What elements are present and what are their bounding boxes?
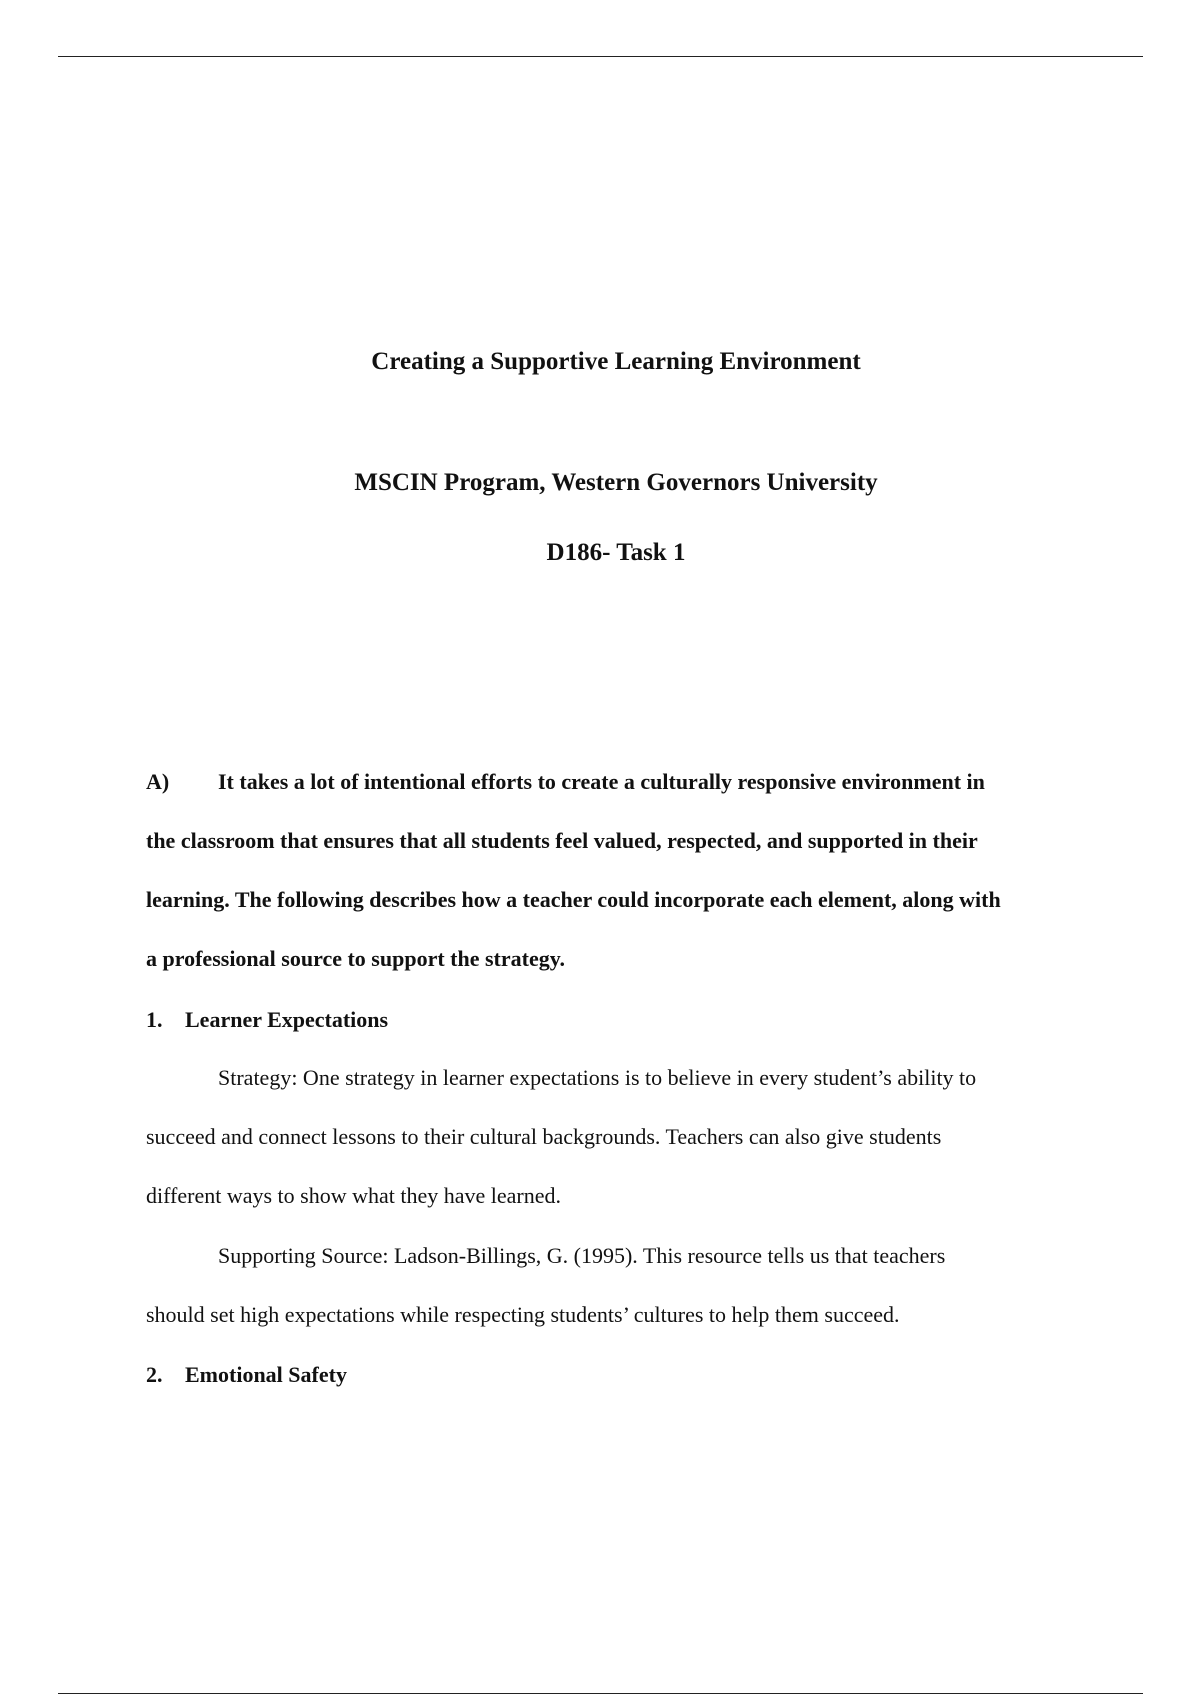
section-a-marker: A)	[146, 769, 170, 794]
bottom-rule	[58, 1693, 1143, 1694]
item-2-number: 2.	[146, 1362, 163, 1387]
section-a-line-2: the classroom that ensures that all students feel valued, respected, and supported in their	[146, 828, 978, 853]
top-rule	[58, 56, 1143, 57]
task-line: D186- Task 1	[546, 539, 686, 566]
item-1-number: 1.	[146, 1007, 163, 1032]
item-2-heading: Emotional Safety	[185, 1362, 347, 1387]
section-a-line-3: learning. The following describes how a teacher could incorporate each element, along with	[146, 887, 1001, 912]
item-1-heading: Learner Expectations	[185, 1007, 389, 1032]
item-1-strategy-line-3: different ways to show what they have learned.	[146, 1183, 562, 1208]
item-1-source-line-1: Supporting Source: Ladson-Billings, G. (1995). This resource tells us that teachers	[218, 1243, 946, 1268]
item-1-strategy-line-1: Strategy: One strategy in learner expectations is to believe in every student’s ability to	[218, 1065, 977, 1090]
document-title: Creating a Supportive Learning Environment	[371, 348, 861, 375]
item-1-strategy-line-2: succeed and connect lessons to their cultural backgrounds. Teachers can also give students	[146, 1124, 942, 1149]
item-1-source-line-2: should set high expectations while respecting students’ cultures to help them succeed.	[146, 1302, 900, 1327]
section-a-line-4: a professional source to support the strategy.	[146, 946, 566, 971]
program-line: MSCIN Program, Western Governors University	[354, 469, 878, 496]
section-a-line-1: It takes a lot of intentional efforts to create a culturally responsive environment in	[218, 769, 985, 794]
